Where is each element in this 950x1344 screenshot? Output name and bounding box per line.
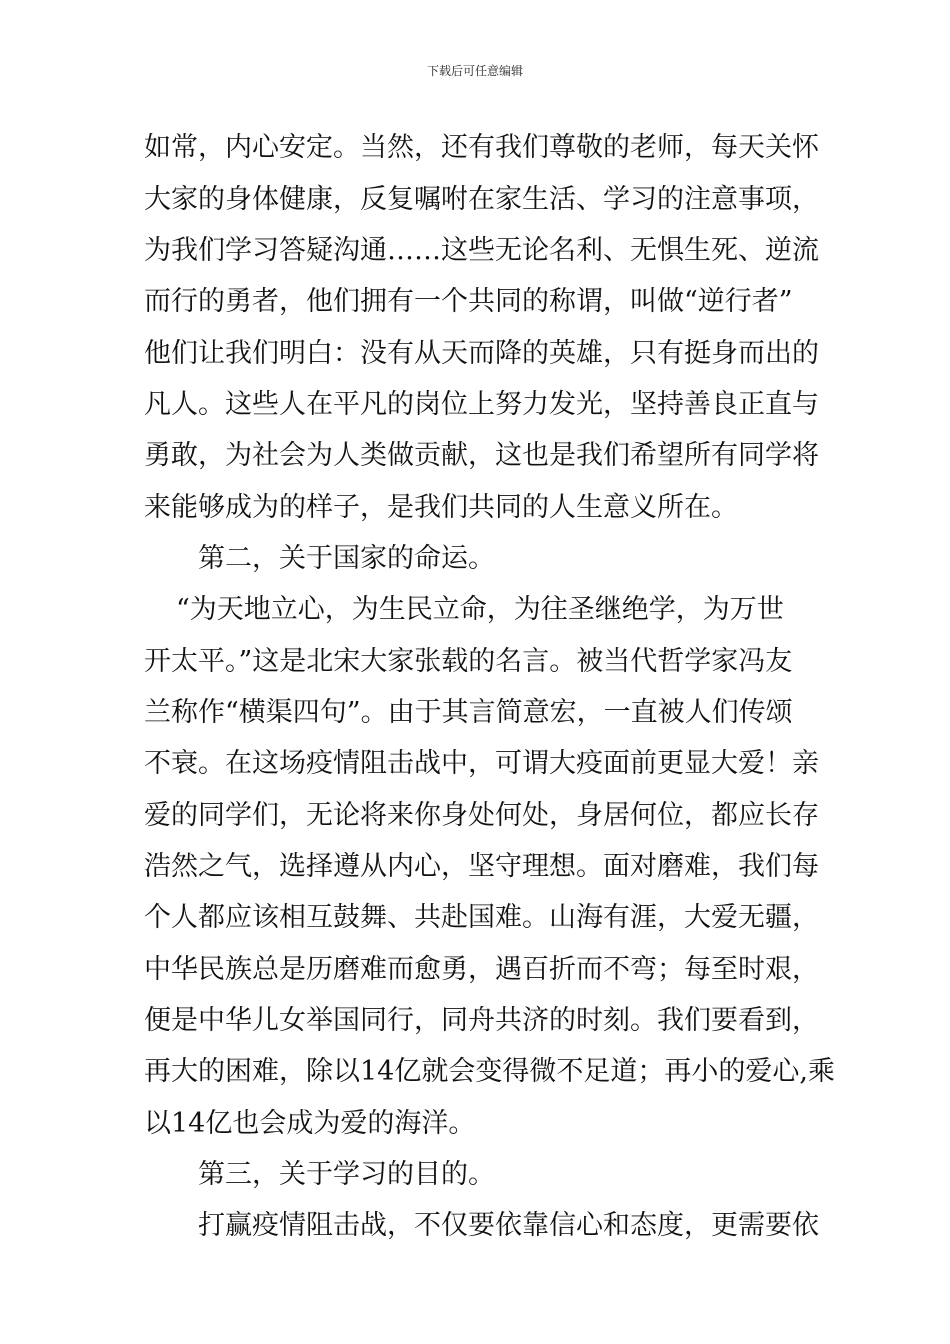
paragraph-line: 为我们学习答疑沟通……这些无论名利、无惧生死、逆流 xyxy=(144,235,819,266)
section-heading: 第三，关于学习的目的。 xyxy=(198,1159,495,1190)
paragraph-line: 不衰。在这场疫情阻击战中，可谓大疫面前更显大爱！亲 xyxy=(144,748,819,779)
paragraph-line: 中华民族总是历磨难而愈勇，遇百折而不弯；每至时艰， xyxy=(144,954,819,985)
paragraph-line: 以14亿也会成为爱的海洋。 xyxy=(144,1108,476,1139)
paragraph-line: 来能够成为的样子，是我们共同的人生意义所在。 xyxy=(144,492,738,523)
paragraph-line: 勇敢，为社会为人类做贡献，这也是我们希望所有同学将 xyxy=(144,440,819,471)
paragraph-line: “为天地立心，为生民立命，为往圣继绝学，为万世 xyxy=(176,594,784,625)
paragraph-line: 而行的勇者，他们拥有一个共同的称谓，叫做“逆行者” xyxy=(144,286,793,317)
paragraph-line: 个人都应该相互鼓舞、共赴国难。山海有涯，大爱无疆， xyxy=(144,902,819,933)
paragraph-line: 兰称作“横渠四句”。由于其言简意宏，一直被人们传颂 xyxy=(144,697,793,728)
paragraph-line: 打赢疫情阻击战，不仅要依靠信心和态度，更需要依 xyxy=(198,1210,819,1241)
paragraph-line: 凡人。这些人在平凡的岗位上努力发光，坚持善良正直与 xyxy=(144,389,819,420)
page-header: 下载后可任意编辑 xyxy=(426,64,523,78)
paragraph-line: 爱的同学们，无论将来你身处何处，身居何位，都应长存 xyxy=(144,800,819,831)
paragraph-line: 他们让我们明白：没有从天而降的英雄，只有挺身而出的 xyxy=(144,338,819,369)
paragraph-line: 浩然之气，选择遵从内心，坚守理想。面对磨难，我们每 xyxy=(144,851,819,882)
paragraph-line: 开太平。”这是北宋大家张载的名言。被当代哲学家冯友 xyxy=(144,646,793,677)
paragraph-line: 如常，内心安定。当然，还有我们尊敬的老师，每天关怀 xyxy=(144,132,819,163)
paragraph-line: 便是中华儿女举国同行，同舟共济的时刻。我们要看到， xyxy=(144,1005,819,1036)
paragraph-line: 大家的身体健康，反复嘱咐在家生活、学习的注意事项， xyxy=(144,184,819,215)
paragraph-line: 再大的困难，除以14亿就会变得微不足道；再小的爱心,乘 xyxy=(144,1056,835,1087)
section-heading: 第二，关于国家的命运。 xyxy=(198,543,495,574)
